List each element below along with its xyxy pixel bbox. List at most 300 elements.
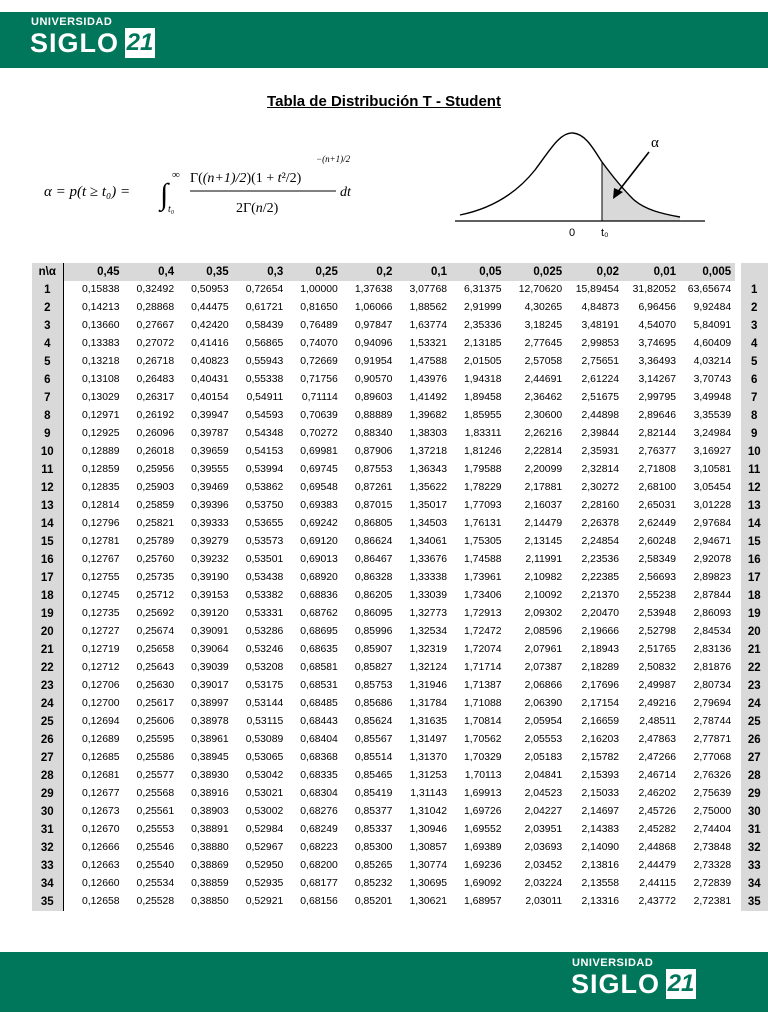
degrees-of-freedom-cell: 4 xyxy=(32,335,63,353)
critical-value-cell: 0,85201 xyxy=(354,896,393,907)
critical-value-cell: 1,32534 xyxy=(409,626,447,637)
critical-value-cell: 1,69913 xyxy=(464,788,502,799)
critical-value-cell: 12,70620 xyxy=(518,284,563,295)
critical-value-cell: 0,68920 xyxy=(300,572,338,583)
critical-value-cell: 2,06866 xyxy=(524,680,563,691)
degrees-of-freedom-cell: 31 xyxy=(32,821,63,839)
formula-lhs: α = p(t ≥ t₀) = xyxy=(44,184,131,200)
critical-value-cell: 2,03452 xyxy=(524,860,563,871)
degrees-of-freedom-cell-right: 31 xyxy=(741,821,768,839)
critical-value-cell: 0,68223 xyxy=(300,842,338,853)
critical-value-cell: 0,25789 xyxy=(136,536,175,547)
table-row xyxy=(32,695,768,713)
critical-value-cell: 2,83136 xyxy=(693,644,732,655)
alpha-column-header: 0,05 xyxy=(451,263,506,281)
critical-value-cell: 0,68695 xyxy=(300,626,338,637)
critical-value-cell: 2,48511 xyxy=(639,716,676,727)
degrees-of-freedom-cell-right: 27 xyxy=(741,749,768,767)
critical-value-cell: 1,31253 xyxy=(409,770,447,781)
critical-value-cell: 0,25643 xyxy=(136,662,175,673)
degrees-of-freedom-cell-right: 32 xyxy=(741,839,768,857)
critical-value-cell: 2,03693 xyxy=(524,842,563,853)
degrees-of-freedom-cell-right: 1 xyxy=(741,281,768,299)
critical-value-cell: 1,30695 xyxy=(409,878,447,889)
critical-value-cell: 0,28868 xyxy=(136,302,175,313)
degrees-of-freedom-cell-right: 13 xyxy=(741,497,768,515)
critical-value-cell: 0,39333 xyxy=(191,518,229,529)
critical-value-cell: 0,53286 xyxy=(245,626,284,637)
t-distribution-formula xyxy=(44,138,364,228)
critical-value-cell: 0,70639 xyxy=(300,410,338,421)
table-row xyxy=(32,569,768,587)
alpha-column-header: 0,01 xyxy=(623,263,680,281)
critical-value-cell: 0,85753 xyxy=(354,680,393,691)
critical-value-cell: 3,01228 xyxy=(693,500,732,511)
critical-value-cell: 0,53065 xyxy=(245,752,284,763)
density-curve xyxy=(460,133,680,217)
critical-value-cell: 2,72839 xyxy=(693,878,732,889)
critical-value-cell: 2,94671 xyxy=(693,536,732,547)
critical-value-cell: 0,53089 xyxy=(245,734,284,745)
critical-value-cell: 2,78744 xyxy=(693,716,732,727)
degrees-of-freedom-cell-right: 30 xyxy=(741,803,768,821)
critical-value-cell: 1,89458 xyxy=(464,392,502,403)
critical-value-cell: 0,52935 xyxy=(245,878,284,889)
critical-value-cell: 1,77093 xyxy=(464,500,502,511)
critical-value-cell: 0,39947 xyxy=(191,410,229,421)
critical-value-cell: 0,85377 xyxy=(354,806,393,817)
critical-value-cell: 2,44479 xyxy=(638,860,676,871)
degrees-of-freedom-cell-right: 3 xyxy=(741,317,768,335)
alpha-label: α xyxy=(651,135,659,151)
critical-value-cell: 4,03214 xyxy=(693,356,732,367)
critical-value-cell: 0,85419 xyxy=(354,788,393,799)
critical-value-cell: 0,68177 xyxy=(300,878,338,889)
critical-value-cell: 1,71714 xyxy=(464,662,502,673)
critical-value-cell: 1,71387 xyxy=(464,680,502,691)
critical-value-cell: 3,14267 xyxy=(638,374,676,385)
critical-value-cell: 1,81246 xyxy=(464,446,502,457)
critical-value-cell: 0,68276 xyxy=(300,806,338,817)
critical-value-cell: 0,53382 xyxy=(245,590,284,601)
critical-value-cell: 1,63774 xyxy=(409,320,447,331)
degrees-of-freedom-cell: 22 xyxy=(32,659,63,677)
critical-value-cell: 2,30600 xyxy=(524,410,563,421)
critical-value-cell: 0,25540 xyxy=(136,860,175,871)
degrees-of-freedom-cell-right: 20 xyxy=(741,623,768,641)
degrees-of-freedom-cell: 15 xyxy=(32,533,63,551)
critical-value-cell: 1,31635 xyxy=(409,716,447,727)
critical-value-cell: 0,86467 xyxy=(354,554,393,565)
critical-value-cell: 1,73406 xyxy=(464,590,502,601)
critical-value-cell: 2,73848 xyxy=(693,842,732,853)
critical-value-cell: 2,45726 xyxy=(638,806,676,817)
critical-value-cell: 0,38859 xyxy=(191,878,229,889)
critical-value-cell: 0,25674 xyxy=(136,626,175,637)
critical-value-cell: 0,85265 xyxy=(354,860,393,871)
critical-value-cell: 0,53573 xyxy=(245,536,284,547)
degrees-of-freedom-cell-right: 10 xyxy=(741,443,768,461)
corner-header: n\α xyxy=(32,263,63,281)
degrees-of-freedom-cell-right: 26 xyxy=(741,731,768,749)
degrees-of-freedom-cell: 24 xyxy=(32,695,63,713)
critical-value-cell: 0,68368 xyxy=(300,752,338,763)
critical-value-cell: 2,24854 xyxy=(581,536,620,547)
critical-value-cell: 0,12781 xyxy=(81,536,120,547)
logo-siglo-text: SIGLO xyxy=(571,969,661,999)
critical-value-cell: 1,53321 xyxy=(409,338,447,349)
critical-value-cell: 1,32319 xyxy=(409,644,447,655)
degrees-of-freedom-cell-right: 23 xyxy=(741,677,768,695)
critical-value-cell: 0,27072 xyxy=(136,338,175,349)
alpha-column-header: 0,3 xyxy=(233,263,288,281)
critical-value-cell: 1,38303 xyxy=(409,428,447,439)
footer-logo xyxy=(572,957,712,1005)
critical-value-cell: 0,55338 xyxy=(245,374,284,385)
t-distribution-curve-figure xyxy=(455,125,715,240)
critical-value-cell: 0,25577 xyxy=(136,770,175,781)
critical-value-cell: 1,35017 xyxy=(409,500,447,511)
critical-value-cell: 0,39555 xyxy=(191,464,229,475)
critical-value-cell: 1,74588 xyxy=(464,554,502,565)
critical-value-cell: 0,42420 xyxy=(191,320,229,331)
critical-value-cell: 0,38869 xyxy=(191,860,229,871)
degrees-of-freedom-cell-right: 21 xyxy=(741,641,768,659)
critical-value-cell: 3,07768 xyxy=(409,284,447,295)
critical-value-cell: 3,35539 xyxy=(693,410,732,421)
critical-value-cell: 1,34061 xyxy=(409,536,447,547)
table-row xyxy=(32,803,768,821)
critical-value-cell: 0,68200 xyxy=(300,860,338,871)
critical-value-cell: 1,31042 xyxy=(409,806,447,817)
critical-value-cell: 1,31784 xyxy=(409,698,447,709)
critical-value-cell: 2,46714 xyxy=(638,770,676,781)
formula-exponent: −(n+1)/2 xyxy=(316,154,351,164)
critical-value-cell: 2,17881 xyxy=(524,482,563,493)
critical-value-cell: 2,22814 xyxy=(524,446,563,457)
critical-value-cell: 2,49216 xyxy=(638,698,676,709)
zero-label: 0 xyxy=(569,227,576,239)
degrees-of-freedom-cell-right: 9 xyxy=(741,425,768,443)
formula-numerator: Γ((n+1)/2)(1 + t²/2) xyxy=(190,171,302,186)
table-row xyxy=(32,785,768,803)
critical-value-cell: 1,75305 xyxy=(464,536,502,547)
critical-value-cell: 1,36343 xyxy=(409,464,447,475)
critical-value-cell: 0,55943 xyxy=(245,356,284,367)
critical-value-cell: 2,05553 xyxy=(524,734,563,745)
critical-value-cell: 0,69548 xyxy=(300,482,338,493)
critical-value-cell: 3,18245 xyxy=(524,320,563,331)
critical-value-cell: 0,25692 xyxy=(136,608,175,619)
critical-value-cell: 0,12685 xyxy=(81,752,120,763)
alpha-column-header: 0,025 xyxy=(506,263,567,281)
critical-value-cell: 3,74695 xyxy=(638,338,676,349)
critical-value-cell: 0,53115 xyxy=(246,716,284,727)
critical-value-cell: 0,25546 xyxy=(136,842,175,853)
table-row xyxy=(32,677,768,695)
critical-value-cell: 2,10982 xyxy=(524,572,563,583)
critical-value-cell: 0,25859 xyxy=(136,500,175,511)
degrees-of-freedom-cell: 20 xyxy=(32,623,63,641)
table-row xyxy=(32,461,768,479)
critical-value-cell: 0,87553 xyxy=(354,464,393,475)
critical-value-cell: 1,34503 xyxy=(409,518,447,529)
degrees-of-freedom-cell: 26 xyxy=(32,731,63,749)
critical-value-cell: 0,12727 xyxy=(81,626,120,637)
degrees-of-freedom-cell: 21 xyxy=(32,641,63,659)
critical-value-cell: 0,87906 xyxy=(354,446,393,457)
critical-value-cell: 1,72472 xyxy=(464,626,502,637)
critical-value-cell: 0,12971 xyxy=(81,410,120,421)
table-row xyxy=(32,317,768,335)
table-row xyxy=(32,371,768,389)
logo-number-box: 21 xyxy=(667,970,695,997)
critical-value-cell: 0,39396 xyxy=(191,500,229,511)
critical-value-cell: 0,68762 xyxy=(300,608,338,619)
critical-value-cell: 0,13218 xyxy=(81,356,120,367)
critical-value-cell: 3,70743 xyxy=(693,374,732,385)
critical-value-cell: 1,32773 xyxy=(409,608,447,619)
critical-value-cell: 2,50832 xyxy=(638,662,676,673)
critical-value-cell: 2,32814 xyxy=(581,464,620,475)
table-row xyxy=(32,407,768,425)
critical-value-cell: 2,56693 xyxy=(638,572,676,583)
critical-value-cell: 1,70113 xyxy=(464,770,502,781)
critical-value-cell: 0,53208 xyxy=(245,662,284,673)
critical-value-cell: 0,25568 xyxy=(136,788,175,799)
critical-value-cell: 0,12712 xyxy=(81,662,120,673)
critical-value-cell: 63,65674 xyxy=(687,284,732,295)
degrees-of-freedom-cell-right: 19 xyxy=(741,605,768,623)
critical-value-cell: 0,70272 xyxy=(300,428,338,439)
formula-denominator: 2Γ(n/2) xyxy=(236,201,279,216)
degrees-of-freedom-cell-right: 33 xyxy=(741,857,768,875)
critical-value-cell: 0,25821 xyxy=(136,518,175,529)
critical-value-cell: 1,72074 xyxy=(464,644,502,655)
critical-value-cell: 0,53655 xyxy=(245,518,284,529)
critical-value-cell: 2,35931 xyxy=(581,446,620,457)
table-header-row xyxy=(32,263,768,281)
critical-value-cell: 0,12767 xyxy=(81,554,120,565)
critical-value-cell: 2,52798 xyxy=(638,626,676,637)
degrees-of-freedom-cell-right: 6 xyxy=(741,371,768,389)
critical-value-cell: 0,40431 xyxy=(191,374,229,385)
critical-value-cell: 2,18289 xyxy=(581,662,620,673)
critical-value-cell: 2,86093 xyxy=(693,608,732,619)
critical-value-cell: 2,75651 xyxy=(581,356,620,367)
alpha-column-header: 0,45 xyxy=(63,263,123,281)
critical-value-cell: 2,16659 xyxy=(581,716,620,727)
degrees-of-freedom-cell-right: 2 xyxy=(741,299,768,317)
critical-value-cell: 2,45282 xyxy=(638,824,676,835)
critical-value-cell: 0,85465 xyxy=(354,770,393,781)
critical-value-cell: 0,94096 xyxy=(354,338,393,349)
critical-value-cell: 2,04523 xyxy=(524,788,563,799)
critical-value-cell: 2,65031 xyxy=(638,500,676,511)
degrees-of-freedom-cell: 2 xyxy=(32,299,63,317)
critical-value-cell: 0,85624 xyxy=(354,716,393,727)
critical-value-cell: 2,11991 xyxy=(525,554,563,565)
critical-value-cell: 2,55238 xyxy=(638,590,676,601)
critical-value-cell: 1,30946 xyxy=(409,824,447,835)
critical-value-cell: 3,36493 xyxy=(638,356,676,367)
critical-value-cell: 0,39279 xyxy=(191,536,229,547)
table-row xyxy=(32,839,768,857)
page-title: Tabla de Distribución T - Student xyxy=(267,93,501,110)
critical-value-cell: 0,14213 xyxy=(81,302,120,313)
critical-value-cell: 2,35336 xyxy=(464,320,502,331)
critical-value-cell: 0,85232 xyxy=(354,878,393,889)
critical-value-cell: 2,89823 xyxy=(693,572,732,583)
critical-value-cell: 2,26216 xyxy=(524,428,563,439)
table-row xyxy=(32,875,768,893)
table-row xyxy=(32,497,768,515)
critical-value-cell: 0,53002 xyxy=(245,806,284,817)
table-row xyxy=(32,335,768,353)
critical-value-cell: 1,39682 xyxy=(409,410,447,421)
critical-value-cell: 2,20099 xyxy=(524,464,563,475)
critical-value-cell: 0,25561 xyxy=(136,806,175,817)
degrees-of-freedom-cell: 13 xyxy=(32,497,63,515)
degrees-of-freedom-cell-right: 4 xyxy=(741,335,768,353)
critical-value-cell: 1,47588 xyxy=(409,356,447,367)
critical-value-cell: 0,39659 xyxy=(191,446,229,457)
critical-value-cell: 2,20470 xyxy=(581,608,620,619)
critical-value-cell: 2,13145 xyxy=(524,536,563,547)
critical-value-cell: 0,40823 xyxy=(191,356,229,367)
critical-value-cell: 2,44868 xyxy=(638,842,676,853)
critical-value-cell: 3,49948 xyxy=(693,392,732,403)
critical-value-cell: 2,13558 xyxy=(581,878,620,889)
critical-value-cell: 2,07961 xyxy=(524,644,563,655)
critical-value-cell: 0,38903 xyxy=(191,806,229,817)
critical-value-cell: 2,44898 xyxy=(581,410,620,421)
critical-value-cell: 0,12689 xyxy=(81,734,120,745)
critical-value-cell: 0,69745 xyxy=(300,464,338,475)
degrees-of-freedom-cell-right: 24 xyxy=(741,695,768,713)
critical-value-cell: 2,49987 xyxy=(638,680,676,691)
critical-value-cell: 2,57058 xyxy=(524,356,563,367)
table-row xyxy=(32,857,768,875)
critical-value-cell: 0,39091 xyxy=(191,626,229,637)
critical-value-cell: 2,26378 xyxy=(581,518,620,529)
critical-value-cell: 0,68304 xyxy=(300,788,338,799)
critical-value-cell: 0,58439 xyxy=(245,320,284,331)
critical-value-cell: 0,85827 xyxy=(354,662,393,673)
critical-value-cell: 2,91999 xyxy=(464,302,502,313)
critical-value-cell: 1,69092 xyxy=(464,878,502,889)
critical-value-cell: 0,12663 xyxy=(81,860,120,871)
integral-sign-icon: ∫ xyxy=(160,178,169,211)
table-row xyxy=(32,515,768,533)
critical-value-cell: 2,17696 xyxy=(581,680,620,691)
degrees-of-freedom-cell-right: 14 xyxy=(741,515,768,533)
critical-value-cell: 0,68531 xyxy=(300,680,338,691)
critical-value-cell: 0,53438 xyxy=(245,572,284,583)
critical-value-cell: 1,70814 xyxy=(464,716,502,727)
critical-value-cell: 0,54911 xyxy=(246,392,284,403)
table-row xyxy=(32,551,768,569)
integral-upper-limit: ∞ xyxy=(172,169,180,181)
critical-value-cell: 0,15838 xyxy=(81,284,120,295)
critical-value-cell: 0,85686 xyxy=(354,698,393,709)
critical-value-cell: 2,19666 xyxy=(581,626,620,637)
critical-value-cell: 0,68836 xyxy=(300,590,338,601)
critical-value-cell: 2,46202 xyxy=(638,788,676,799)
critical-value-cell: 5,84091 xyxy=(693,320,732,331)
degrees-of-freedom-cell: 9 xyxy=(32,425,63,443)
critical-value-cell: 2,79694 xyxy=(693,698,732,709)
critical-value-cell: 0,26483 xyxy=(136,374,175,385)
critical-value-cell: 0,39017 xyxy=(191,680,229,691)
critical-value-cell: 0,39153 xyxy=(191,590,229,601)
critical-value-cell: 0,81650 xyxy=(300,302,338,313)
degrees-of-freedom-cell: 34 xyxy=(32,875,63,893)
critical-value-cell: 0,25658 xyxy=(136,644,175,655)
critical-value-cell: 1,31143 xyxy=(410,788,447,799)
critical-value-cell: 2,62449 xyxy=(638,518,676,529)
critical-value-cell: 0,38978 xyxy=(191,716,229,727)
critical-value-cell: 0,26317 xyxy=(136,392,175,403)
critical-value-cell: 2,73328 xyxy=(693,860,732,871)
table-row xyxy=(32,353,768,371)
critical-value-cell: 2,05183 xyxy=(524,752,563,763)
critical-value-cell: 1,85955 xyxy=(464,410,502,421)
critical-value-cell: 2,87844 xyxy=(693,590,732,601)
critical-value-cell: 2,13816 xyxy=(581,860,620,871)
critical-value-cell: 0,26018 xyxy=(136,446,175,457)
table-row xyxy=(32,587,768,605)
degrees-of-freedom-cell-right: 34 xyxy=(741,875,768,893)
critical-value-cell: 2,23536 xyxy=(581,554,620,565)
critical-value-cell: 2,84534 xyxy=(693,626,732,637)
critical-value-cell: 1,69726 xyxy=(464,806,502,817)
critical-value-cell: 0,69981 xyxy=(300,446,338,457)
critical-value-cell: 2,75639 xyxy=(693,788,732,799)
alpha-column-header: 0,02 xyxy=(566,263,623,281)
critical-value-cell: 0,91954 xyxy=(354,356,393,367)
table-row xyxy=(32,767,768,785)
critical-value-cell: 0,25595 xyxy=(136,734,175,745)
critical-value-cell: 2,14697 xyxy=(581,806,620,817)
critical-value-cell: 0,38961 xyxy=(191,734,229,745)
critical-value-cell: 0,68249 xyxy=(300,824,338,835)
critical-value-cell: 2,77871 xyxy=(693,734,732,745)
formula-differential: dt xyxy=(340,185,351,200)
critical-value-cell: 2,43772 xyxy=(638,896,676,907)
critical-value-cell: 2,58349 xyxy=(638,554,676,565)
critical-value-cell: 2,77068 xyxy=(693,752,732,763)
critical-value-cell: 0,87261 xyxy=(354,482,393,493)
degrees-of-freedom-cell: 12 xyxy=(32,479,63,497)
critical-value-cell: 1,72913 xyxy=(464,608,502,619)
critical-value-cell: 1,31946 xyxy=(409,680,447,691)
critical-value-cell: 0,53021 xyxy=(245,788,284,799)
degrees-of-freedom-cell: 28 xyxy=(32,767,63,785)
critical-value-cell: 0,38997 xyxy=(191,698,229,709)
critical-value-cell: 2,03224 xyxy=(524,878,563,889)
critical-value-cell: 2,60248 xyxy=(638,536,676,547)
critical-value-cell: 6,96456 xyxy=(638,302,676,313)
degrees-of-freedom-cell-right: 8 xyxy=(741,407,768,425)
critical-value-cell: 2,05954 xyxy=(524,716,563,727)
critical-value-cell: 0,68635 xyxy=(300,644,338,655)
critical-value-cell: 2,15033 xyxy=(581,788,620,799)
critical-value-cell: 0,39232 xyxy=(191,554,229,565)
critical-value-cell: 0,38916 xyxy=(191,788,229,799)
critical-value-cell: 2,51765 xyxy=(638,644,676,655)
critical-value-cell: 15,89454 xyxy=(575,284,620,295)
